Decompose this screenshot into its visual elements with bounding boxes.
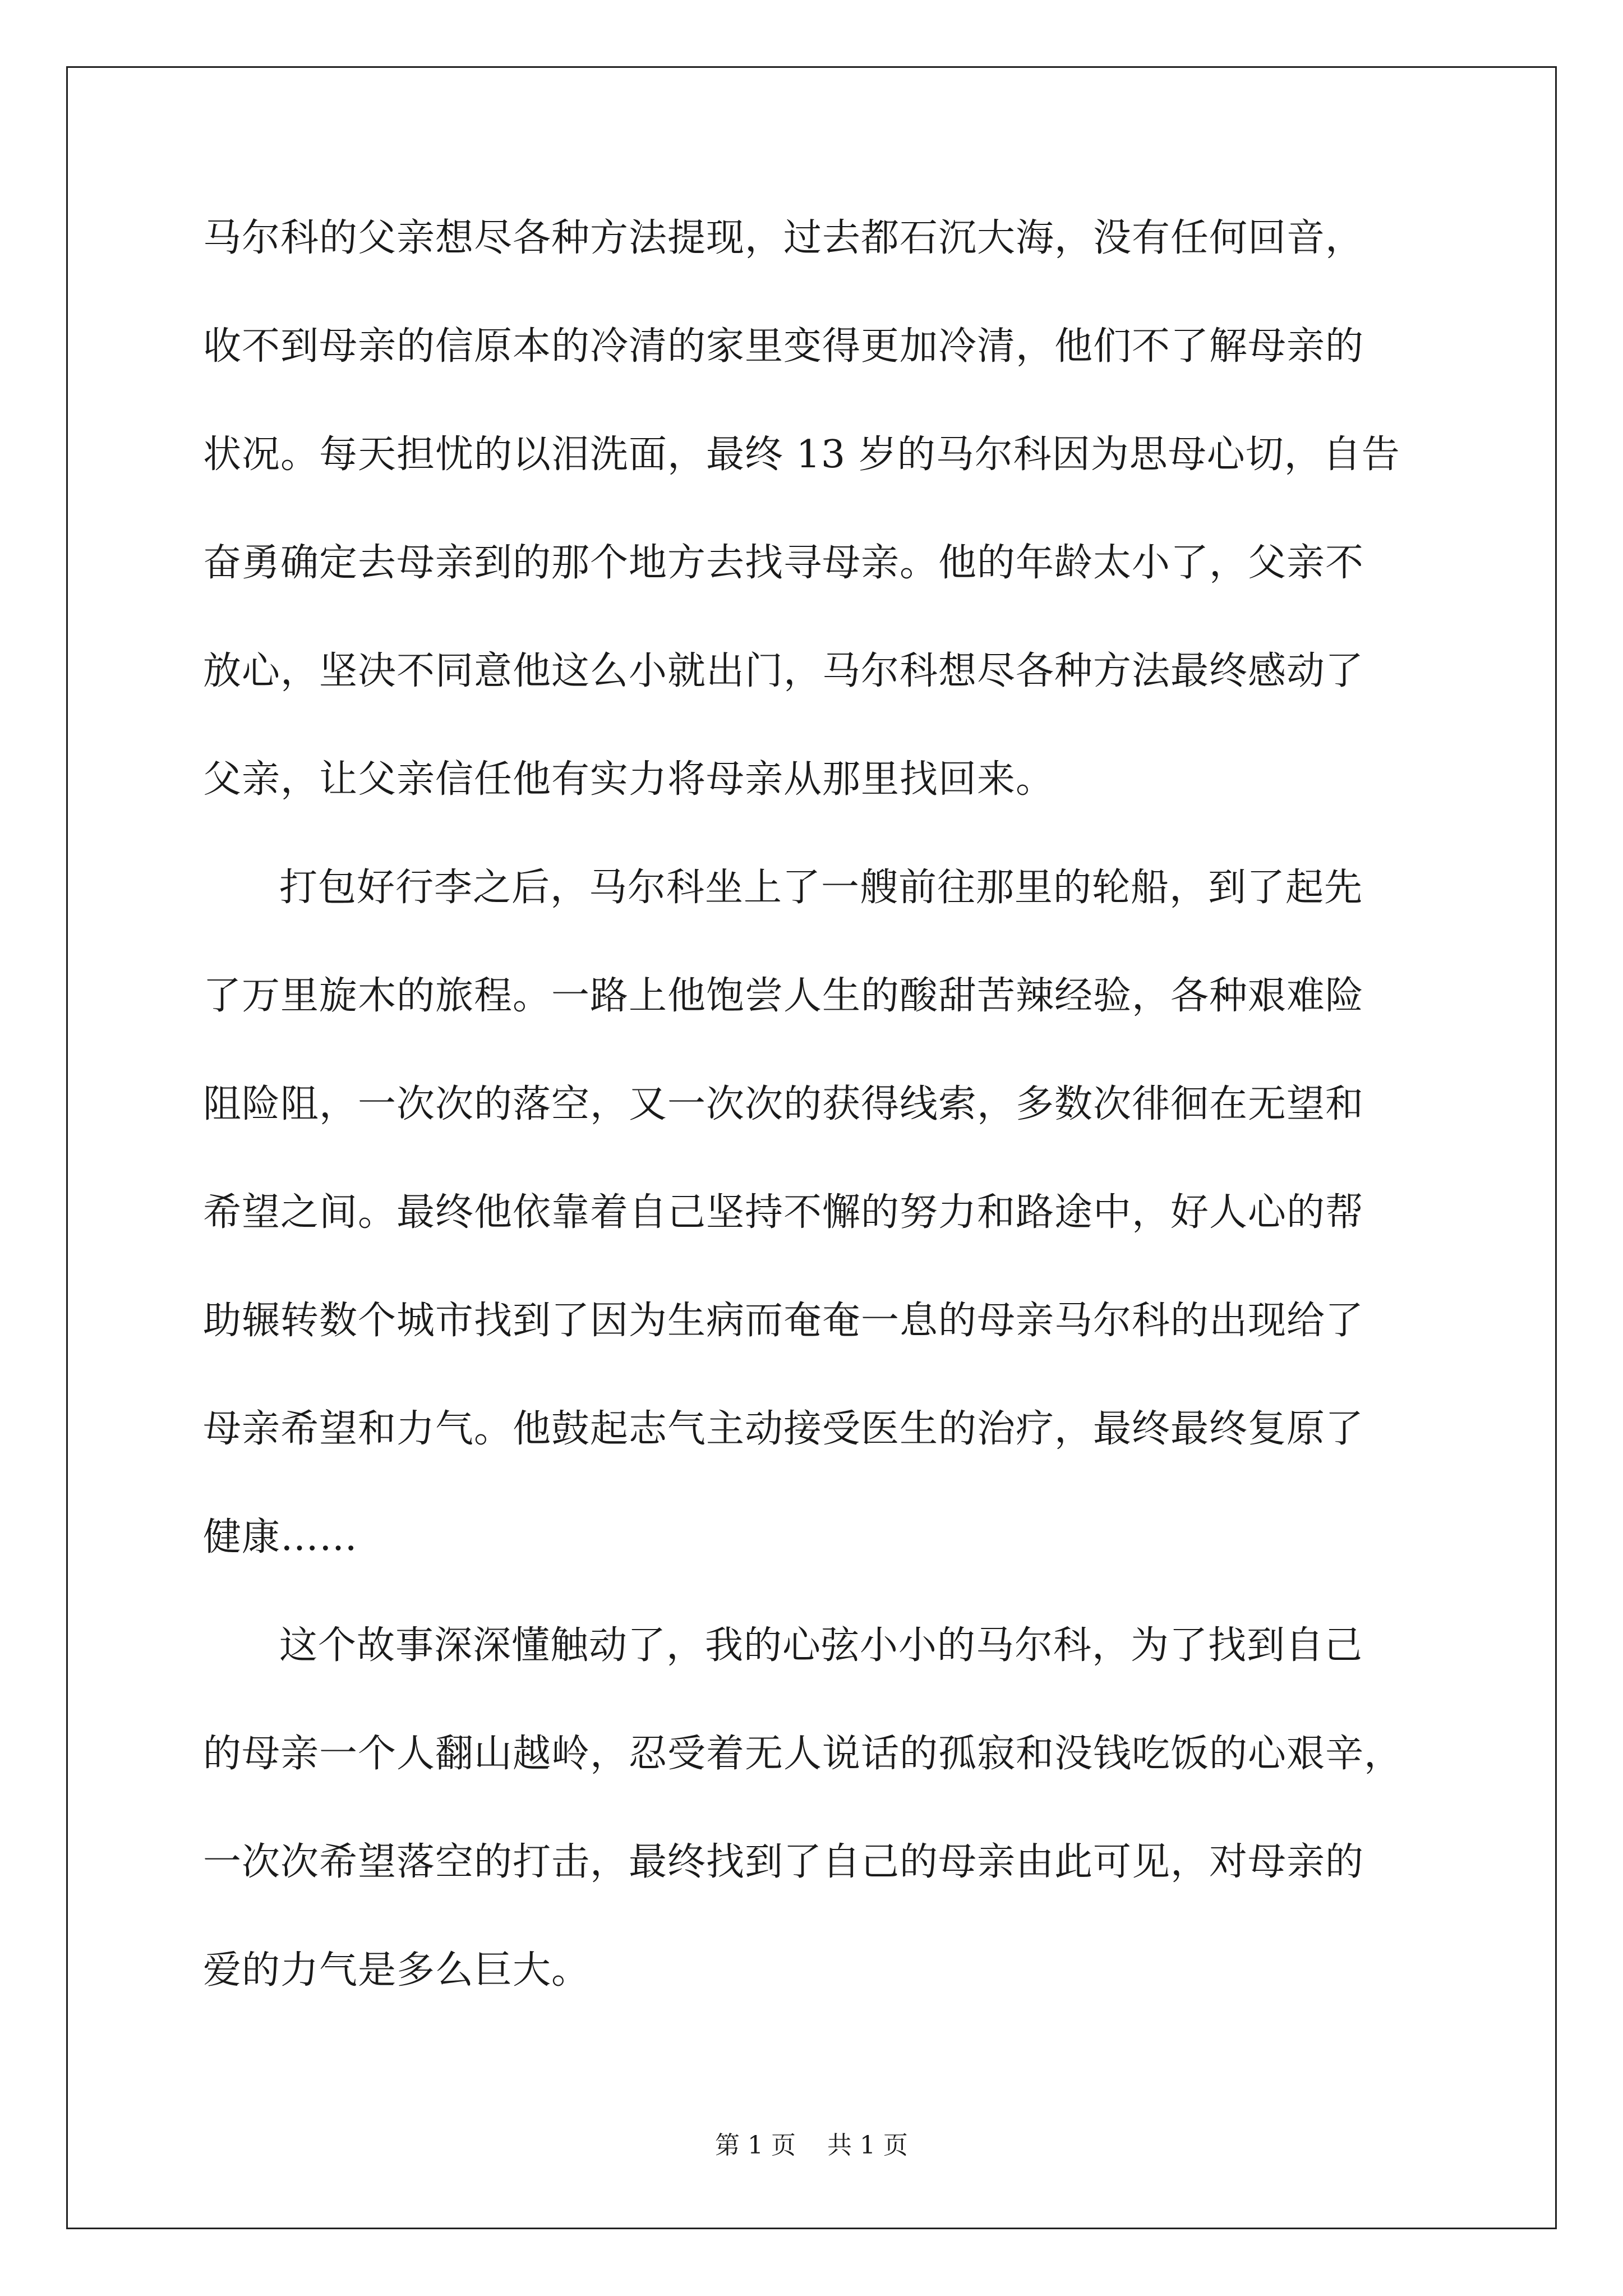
- document-body: [203, 202, 1431, 2042]
- text-line: 父亲，让父亲信任他有实力将母亲从那里找回来。: [203, 757, 1055, 802]
- text-line: 的母亲一个人翻山越岭，忍受着无人说话的孤寂和没钱吃饭的心艰辛，: [203, 1732, 1403, 1776]
- text-line: 一次次希望落空的打击，最终找到了自己的母亲由此可见，对母亲的: [203, 1840, 1364, 1884]
- text-line: 爱的力气是多么巨大。: [203, 1948, 591, 1993]
- text-line: 这个故事深深懂触动了，我的心弦小小的马尔科，为了找到自己: [279, 1623, 1363, 1668]
- text-line: 助辗转数个城市找到了因为生病而奄奄一息的母亲马尔科的出现给了: [203, 1299, 1364, 1343]
- text-line: 健康……: [203, 1515, 358, 1559]
- text-line: 状况。每天担忧的以泪洗面，最终 13 岁的马尔科因为思母心切，自告: [203, 432, 1400, 477]
- text-line: 放心，坚决不同意他这么小就出门，马尔科想尽各种方法最终感动了: [203, 649, 1364, 693]
- page-footer: 第 1 页 共 1 页: [715, 2131, 908, 2160]
- text-line: 马尔科的父亲想尽各种方法提现，过去都石沉大海，没有任何回音，: [203, 216, 1364, 260]
- text-line: 打包好行李之后，马尔科坐上了一艘前往那里的轮船，到了起先: [279, 866, 1363, 910]
- text-line: 收不到母亲的信原本的冷清的家里变得更加冷清，他们不了解母亲的: [203, 324, 1364, 369]
- text-line: 希望之间。最终他依靠着自己坚持不懈的努力和路途中，好人心的帮: [203, 1190, 1364, 1235]
- text-line: 母亲希望和力气。他鼓起志气主动接受医生的治疗，最终最终复原了: [203, 1407, 1364, 1451]
- text-line: 阻险阻，一次次的落空，又一次次的获得线索，多数次徘徊在无望和: [203, 1082, 1364, 1126]
- text-line: 了万里旋木的旅程。一路上他饱尝人生的酸甜苦辣经验，各种艰难险: [203, 974, 1364, 1018]
- text-line: 奋勇确定去母亲到的那个地方去找寻母亲。他的年龄太小了，父亲不: [203, 541, 1364, 585]
